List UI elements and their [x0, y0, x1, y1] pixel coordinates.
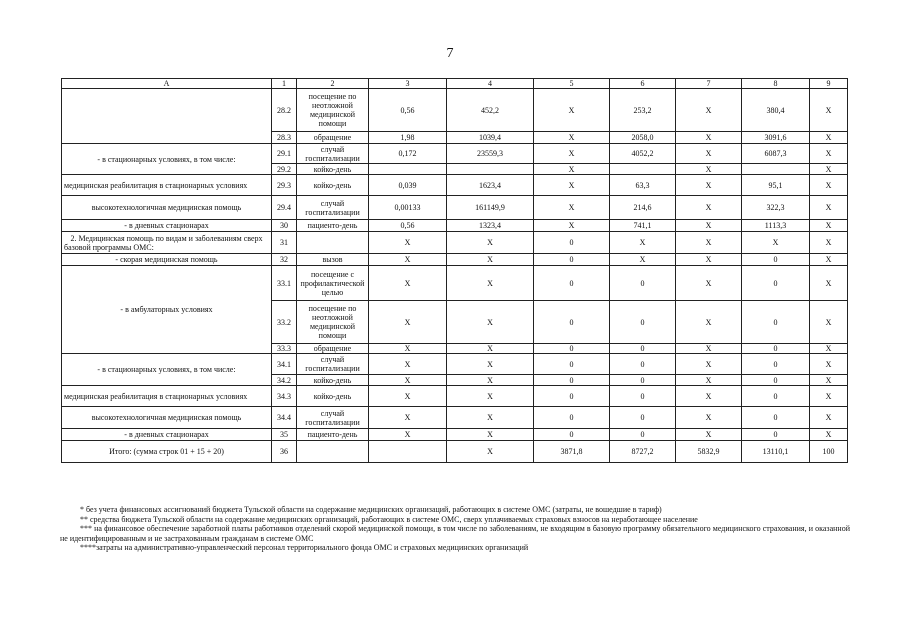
data-cell: 0 [610, 354, 676, 375]
header-cell: 6 [610, 79, 676, 89]
data-cell: Х [810, 196, 848, 220]
table-row [62, 386, 848, 407]
unit-cell: койко-день [297, 164, 369, 175]
data-cell: 0 [610, 344, 676, 354]
data-cell: Х [369, 266, 447, 301]
footnote: ****затраты на административно-управленческий персонал территориального фонда ОМС и страховых медицинских организаций [80, 543, 529, 552]
row-number: 32 [272, 254, 297, 266]
data-cell: 4052,2 [610, 144, 676, 164]
data-cell: Х [810, 375, 848, 386]
data-cell: 0,00133 [369, 196, 447, 220]
header-cell: 3 [369, 79, 447, 89]
data-cell: Х [369, 254, 447, 266]
row-number: 33.2 [272, 301, 297, 344]
data-cell: 0 [610, 301, 676, 344]
data-cell [369, 441, 447, 463]
data-cell: Х [676, 132, 742, 144]
table-row [62, 196, 848, 220]
data-cell: Х [810, 220, 848, 232]
data-cell: Х [447, 232, 534, 254]
data-cell: 1323,4 [447, 220, 534, 232]
data-cell: Х [810, 301, 848, 344]
data-cell: Х [810, 266, 848, 301]
data-cell: Х [369, 407, 447, 429]
row-label: - в дневных стационарах [62, 220, 272, 232]
data-cell [742, 164, 810, 175]
data-cell: Х [534, 175, 610, 196]
data-cell: Х [810, 175, 848, 196]
data-cell: 0 [742, 386, 810, 407]
unit-cell: обращение [297, 344, 369, 354]
data-cell: Х [810, 254, 848, 266]
data-cell: 0 [610, 429, 676, 441]
data-cell: Х [447, 375, 534, 386]
data-cell: Х [676, 220, 742, 232]
header-cell: 5 [534, 79, 610, 89]
data-cell: Х [369, 232, 447, 254]
data-cell: Х [810, 144, 848, 164]
header-cell: 2 [297, 79, 369, 89]
data-cell: Х [447, 354, 534, 375]
row-number: 28.2 [272, 89, 297, 132]
data-cell: 452,2 [447, 89, 534, 132]
data-cell: 13110,1 [742, 441, 810, 463]
data-cell: 6087,3 [742, 144, 810, 164]
footnote: *** на финансовое обеспечение заработной платы работников отделений скорой медицинской помощи, в том числе по заболеваниям, не входящим в базовую программу обязательного медицинского страхования, и оказанной не идентифицированным и не застрахованным гражданам в системе ОМС [60, 524, 850, 543]
row-number: 36 [272, 441, 297, 463]
data-cell: Х [676, 232, 742, 254]
data-cell: 0 [534, 354, 610, 375]
data-cell: 0 [610, 386, 676, 407]
data-cell: Х [369, 354, 447, 375]
unit-cell: случай госпитализации [297, 407, 369, 429]
data-cell: Х [742, 232, 810, 254]
data-cell: 2058,0 [610, 132, 676, 144]
header-cell: А [62, 79, 272, 89]
data-cell: Х [534, 89, 610, 132]
data-cell: 0 [742, 407, 810, 429]
data-cell: 95,1 [742, 175, 810, 196]
unit-cell [297, 441, 369, 463]
data-cell: Х [534, 220, 610, 232]
data-cell [447, 164, 534, 175]
row-number: 34.1 [272, 354, 297, 375]
data-cell: 1623,4 [447, 175, 534, 196]
data-cell: Х [676, 429, 742, 441]
data-cell: 0,56 [369, 89, 447, 132]
data-cell: Х [676, 344, 742, 354]
data-cell: 0 [742, 254, 810, 266]
table-row [62, 89, 848, 132]
data-cell: Х [676, 266, 742, 301]
data-cell: 0 [742, 266, 810, 301]
data-cell: 0 [610, 407, 676, 429]
unit-cell: койко-день [297, 175, 369, 196]
data-cell: 0 [534, 344, 610, 354]
data-cell: 0 [534, 266, 610, 301]
unit-cell: койко-день [297, 375, 369, 386]
data-cell: Х [369, 344, 447, 354]
data-cell [369, 164, 447, 175]
data-cell: Х [810, 132, 848, 144]
unit-cell: посещение по неотложной медицинской помощи [297, 301, 369, 344]
row-number: 34.2 [272, 375, 297, 386]
data-cell: Х [810, 164, 848, 175]
data-cell: Х [447, 386, 534, 407]
data-cell: Х [676, 375, 742, 386]
data-cell: 1,98 [369, 132, 447, 144]
unit-cell [297, 232, 369, 254]
data-cell: Х [447, 344, 534, 354]
data-cell: Х [534, 164, 610, 175]
table-row [62, 354, 848, 375]
header-cell: 7 [676, 79, 742, 89]
data-cell: Х [676, 144, 742, 164]
unit-cell: посещение с профилактической целью [297, 266, 369, 301]
unit-cell: случай госпитализации [297, 144, 369, 164]
data-cell: 741,1 [610, 220, 676, 232]
data-cell: Х [810, 407, 848, 429]
data-cell: Х [447, 266, 534, 301]
data-cell: Х [676, 301, 742, 344]
row-number: 30 [272, 220, 297, 232]
row-number: 35 [272, 429, 297, 441]
data-cell: Х [810, 232, 848, 254]
row-label: - в дневных стационарах [62, 429, 272, 441]
data-cell: 23559,3 [447, 144, 534, 164]
unit-cell: пациенто-день [297, 429, 369, 441]
data-cell: 5832,9 [676, 441, 742, 463]
row-label: 2. Медицинская помощь по видам и заболеваниям сверх базовой программы ОМС: [62, 232, 272, 254]
data-cell: Х [369, 386, 447, 407]
table-row [62, 266, 848, 301]
table-row [62, 232, 848, 254]
data-cell: 253,2 [610, 89, 676, 132]
data-cell: Х [810, 429, 848, 441]
data-cell: 0 [534, 386, 610, 407]
data-cell: 0 [534, 254, 610, 266]
table-row [62, 254, 848, 266]
data-cell: Х [369, 301, 447, 344]
table-row [62, 175, 848, 196]
row-number: 31 [272, 232, 297, 254]
header-cell: 8 [742, 79, 810, 89]
total-row [62, 441, 848, 463]
page-number: 7 [446, 46, 454, 61]
data-cell: 0 [534, 232, 610, 254]
row-number: 28.3 [272, 132, 297, 144]
data-cell: 0 [742, 354, 810, 375]
data-cell: Х [447, 407, 534, 429]
header-cell: 1 [272, 79, 297, 89]
row-label [62, 89, 272, 144]
data-cell: Х [810, 89, 848, 132]
footnote: ** средства бюджета Тульской области на содержание медицинских организаций, работающих в системе ОМС, сверх уплачиваемых страховых взносов на неработающее население [80, 514, 698, 524]
unit-cell: вызов [297, 254, 369, 266]
table-row [62, 407, 848, 429]
row-number: 34.4 [272, 407, 297, 429]
data-cell: 0 [534, 429, 610, 441]
data-cell: Х [447, 301, 534, 344]
data-cell: Х [447, 429, 534, 441]
table-row [62, 144, 848, 164]
data-cell: Х [676, 386, 742, 407]
data-cell: 0 [742, 429, 810, 441]
row-number: 29.2 [272, 164, 297, 175]
header-cell: 4 [447, 79, 534, 89]
row-number: 33.3 [272, 344, 297, 354]
data-cell: Х [447, 254, 534, 266]
row-number: 29.4 [272, 196, 297, 220]
data-cell: 8727,2 [610, 441, 676, 463]
row-number: 29.1 [272, 144, 297, 164]
data-cell: 1113,3 [742, 220, 810, 232]
data-cell: 161149,9 [447, 196, 534, 220]
data-cell: 0 [742, 301, 810, 344]
data-cell: 0,172 [369, 144, 447, 164]
row-label: - в стационарных условиях, в том числе: [62, 144, 272, 175]
data-cell: 3871,8 [534, 441, 610, 463]
data-cell: 322,3 [742, 196, 810, 220]
data-cell: 0 [742, 375, 810, 386]
row-label: - в амбулаторных условиях [62, 266, 272, 354]
data-cell: Х [676, 407, 742, 429]
data-cell: Х [447, 441, 534, 463]
footnotes [60, 505, 850, 553]
table-row [62, 220, 848, 232]
unit-cell: пациенто-день [297, 220, 369, 232]
footnote: * без учета финансовых ассигнований бюджета Тульской области на содержание медицинских организаций, работающих в системе ОМС (затраты, не вошедшие в тариф) [80, 505, 662, 514]
unit-cell: обращение [297, 132, 369, 144]
data-cell: Х [676, 89, 742, 132]
data-cell: Х [534, 132, 610, 144]
data-cell: Х [610, 232, 676, 254]
data-cell: Х [810, 354, 848, 375]
header-row [62, 79, 848, 89]
data-cell: 0 [742, 344, 810, 354]
row-number: 34.3 [272, 386, 297, 407]
unit-cell: случай госпитализации [297, 196, 369, 220]
data-cell: Х [676, 175, 742, 196]
row-label: медицинская реабилитация в стационарных условиях [62, 175, 272, 196]
row-number: 33.1 [272, 266, 297, 301]
data-cell: Х [369, 429, 447, 441]
unit-cell: посещение по неотложной медицинской помощи [297, 89, 369, 132]
data-cell: Х [534, 196, 610, 220]
data-cell: Х [676, 196, 742, 220]
data-cell: 214,6 [610, 196, 676, 220]
table-row [62, 429, 848, 441]
data-cell: 0 [610, 266, 676, 301]
unit-cell: койко-день [297, 386, 369, 407]
data-cell: 380,4 [742, 89, 810, 132]
row-label: медицинская реабилитация в стационарных условиях [62, 386, 272, 407]
data-cell: Х [676, 164, 742, 175]
data-cell: 1039,4 [447, 132, 534, 144]
row-number: 29.3 [272, 175, 297, 196]
data-cell [610, 164, 676, 175]
unit-cell: случай госпитализации [297, 354, 369, 375]
data-cell: Х [610, 254, 676, 266]
row-label: высокотехнологичная медицинская помощь [62, 196, 272, 220]
data-cell: Х [534, 144, 610, 164]
data-cell: 0 [534, 301, 610, 344]
header-cell: 9 [810, 79, 848, 89]
data-cell: Х [676, 354, 742, 375]
data-cell: Х [676, 254, 742, 266]
data-cell: 0 [534, 407, 610, 429]
row-label: высокотехнологичная медицинская помощь [62, 407, 272, 429]
data-cell: 0,039 [369, 175, 447, 196]
data-cell: 0,56 [369, 220, 447, 232]
data-cell: 63,3 [610, 175, 676, 196]
total-label: Итого: (сумма строк 01 + 15 + 20) [62, 441, 272, 463]
data-cell: 0 [610, 375, 676, 386]
data-cell: 100 [810, 441, 848, 463]
row-label: - в стационарных условиях, в том числе: [62, 354, 272, 386]
financing-table [61, 78, 848, 463]
data-cell: 0 [534, 375, 610, 386]
data-cell: Х [810, 344, 848, 354]
data-cell: Х [369, 375, 447, 386]
data-cell: 3091,6 [742, 132, 810, 144]
row-label: - скорая медицинская помощь [62, 254, 272, 266]
data-cell: Х [810, 386, 848, 407]
